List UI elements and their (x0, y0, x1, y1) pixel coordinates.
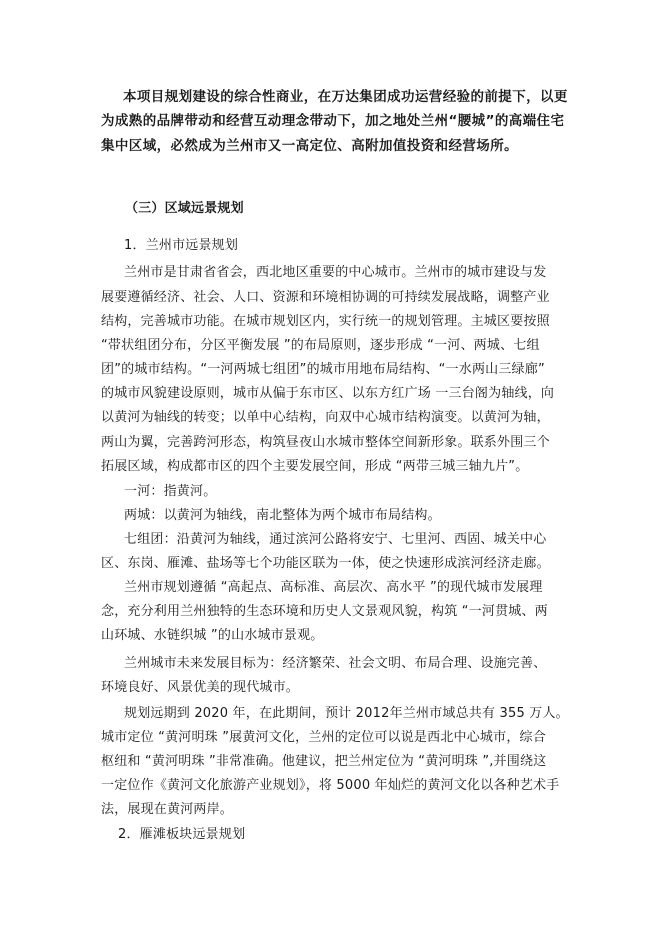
intro-line-2: 为成熟的品牌带动和经营互动理念带动下，加之地处兰州“腰城”的高端住宅 (101, 113, 565, 129)
intro-line-3: 集中区域，必然成为兰州市又一高定位、高附加值投资和经营场所。 (101, 138, 518, 154)
body-line: 一定位作《黄河文化旅游产业规划》，将 5000 年灿烂的黄河文化以各种艺术手 (101, 778, 560, 793)
body-line: 拓展区域，构成都市区的四个主要发展空间，形成 “两带三城三轴九片”。 (101, 459, 529, 474)
body-line: 兰州市规划遵循 “高起点、高标准、高层次、高水平 ”的现代城市发展理 (124, 580, 543, 595)
body-line: 两城：以黄河为轴线，南北整体为两个城市布局结构。 (124, 508, 441, 523)
body-line: 两山为翼，完善跨河形态，构筑昼夜山水城市整体空间新形象。联系外围三个 (101, 435, 550, 450)
body-line: “带状组团分布，分区平衡发展 ”的布局原则，逐步形成 “一河、两城、七组 (101, 338, 540, 353)
body-line: 念，充分利用兰州独特的生态环境和历史人文景观风貌，构筑 “一河贯城、两 (101, 604, 548, 619)
body-line: 的城市风貌建设原则，城市从偏于东市区、以东方红广场 一三台阁为轴线，向 (101, 386, 555, 401)
body-line: 以黄河为轴线的转变；以单中心结构，向双中心城市结构演变。以黄河为轴， (101, 410, 550, 425)
subsection-1-title: 1．兰州市远景规划 (124, 238, 239, 253)
body-line: 展要遵循经济、社会、人口、资源和环境相协调的可持续发展战略，调整产业 (101, 290, 550, 305)
body-line: 环境良好、风景优美的现代城市。 (101, 680, 300, 695)
body-line: 枢纽和 “黄河明珠 ”非常准确。他建议，把兰州定位为 “黄河明珠 ”,并围绕这 (101, 754, 547, 769)
body-line: 兰州城市未来发展目标为：经济繁荣、社会文明、布局合理、设施完善、 (124, 656, 547, 671)
body-line: 山环城、水链织城 ”的山水城市景观。 (101, 628, 324, 643)
intro-line-1: 本项目规划建设的综合性商业，在万达集团成功运营经验的前提下，以更 (123, 89, 568, 105)
body-line: 区、东岗、雁滩、盐场等七个功能区联为一体，使之快速形成滨河经济走廊。 (101, 556, 550, 571)
body-line: 团”的城市结构。“一河两城七组团”的城市用地布局结构、“一水两山三绿廊” (101, 362, 545, 377)
body-line: 一河：指黄河。 (124, 484, 217, 499)
body-line: 七组团：沿黄河为轴线，通过滨河公路将安宁、七里河、西固、城关中心 (124, 532, 547, 547)
subsection-2-title: 2．雁滩板块远景规划 (118, 827, 246, 842)
body-line: 兰州市是甘肃省省会，西北地区重要的中心城市。兰州市的城市建设与发 (124, 265, 547, 280)
body-line: 城市定位 “黄河明珠 ”展黄河文化，兰州的定位可以说是西北中心城市，综合 (101, 730, 546, 745)
body-line: 规划远期到 2020 年，在此期间，预计 2012年兰州市域总共有 355 万人。 (124, 706, 569, 721)
section-heading: （三）区域远景规划 (125, 201, 244, 216)
body-line: 法，展现在黄河两岸。 (101, 802, 234, 817)
body-line: 结构，完善城市功能。在城市规划区内，实行统一的规划管理。主城区要按照 (101, 314, 550, 329)
